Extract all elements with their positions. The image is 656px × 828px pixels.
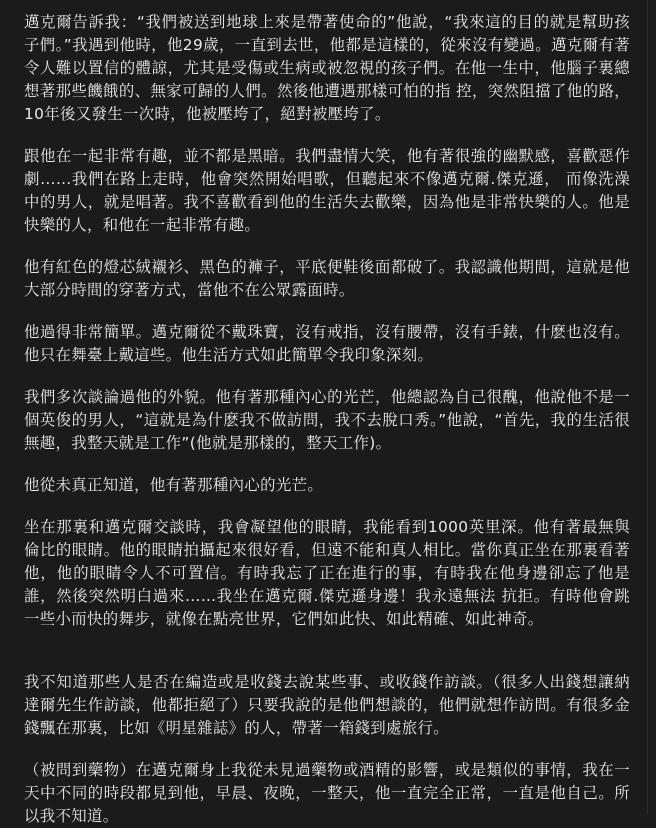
- paragraph-5: 我們多次談論過他的外貌。他有著那種內心的光芒，他總認為自己很醜，他說他不是一個英俊的男人，“這就是為什麽我不做訪問，我不去脫口秀。”他說，“首先，我的生活很無趣，我整天就是工作”(他就是那樣的，整天工作)。: [24, 388, 630, 452]
- paragraph-spacer: [24, 740, 630, 759]
- paragraph-7: 坐在那裏和邁克爾交談時，我會凝望他的眼睛，我能看到1000英里深。他有著最無與倫比的眼睛。他的眼睛拍攝起來很好看，但遠不能和真人相比。當你真正坐在那裏看著他，他的眼睛令人不可置信。有時我忘了正在進行的事，有時我在他身邊卻忘了他是誰，然後突然明白過來……我坐在邁克爾.傑克遜身邊！我永遠無法 抗拒。有時他會跳一些小而快的舞步，就像在點亮世界，它們如此快、如此精確、如此神奇。: [24, 518, 630, 628]
- paragraph-spacer: [24, 126, 630, 145]
- paragraph-spacer: [24, 631, 630, 671]
- paragraph-spacer: [24, 497, 630, 516]
- paragraph-spacer: [24, 455, 630, 474]
- paragraph-2: 跟他在一起非常有趣，並不都是黑暗。我們盡情大笑，他有著很強的幽默感，喜歡惡作劇……我們在路上走時，他會突然開始唱歌，但聽起來不像邁克爾.傑克遜， 而像洗澡中的男人，就是唱著。我不喜歡看到他的生活失去歡樂，因為他是非常快樂的人。他是快樂的人，和他在一起非常有趣。: [24, 147, 630, 234]
- article-body: [24, 11, 630, 828]
- paragraph-1: 邁克爾告訴我：“我們被送到地球上來是帶著使命的”他說，“我來這的目的就是幫助孩子們。”我遇到他時，他29歲，一直到去世，他都是這樣的，從來沒有變過。邁克爾有著令人難以置信的體諒，尤其是受傷或生病或被忽視的孩子們。在他一生中，他腦子裏總想著那些饑餓的、無家可歸的人們。然後他遭遇那樣可怕的指 控，突然阻擋了他的路，10年後又發生一次時，他被壓垮了，絕對被壓垮了。: [24, 13, 630, 123]
- paragraph-8: 我不知道那些人是否在編造或是收錢去說某些事、或收錢作訪談。（很多人出錢想讓納達爾先生作訪談，他都拒絕了）只要我說的是他們想談的，他們就想作訪問。有很多金錢飄在那裏，比如《明星雜誌》的人，帶著一箱錢到處旅行。: [24, 673, 630, 737]
- paragraph-spacer: [24, 302, 630, 321]
- paragraph-4: 他過得非常簡單。邁克爾從不戴珠寶，沒有戒指，沒有腰帶，沒有手錶，什麽也沒有。他只在舞臺上戴這些。他生活方式如此簡單令我印象深刻。: [24, 323, 630, 364]
- paragraph-spacer: [24, 237, 630, 256]
- paragraph-9: （被問到藥物）在邁克爾身上我從未見過藥物或酒精的影響，或是類似的事情，我在一天中不同的時段都見到他，早晨、夜晚，一整天，他一直完全正常，一直是他自己。所以我不知道。: [24, 761, 630, 825]
- paragraph-spacer: [24, 367, 630, 386]
- paragraph-6: 他從未真正知道，他有著那種內心的光芒。: [24, 476, 324, 494]
- paragraph-3: 他有紅色的燈芯絨襯衫、黑色的褲子，平底便鞋後面都破了。我認識他期間，這就是他大部分時間的穿著方式，當他不在公眾露面時。: [24, 258, 630, 299]
